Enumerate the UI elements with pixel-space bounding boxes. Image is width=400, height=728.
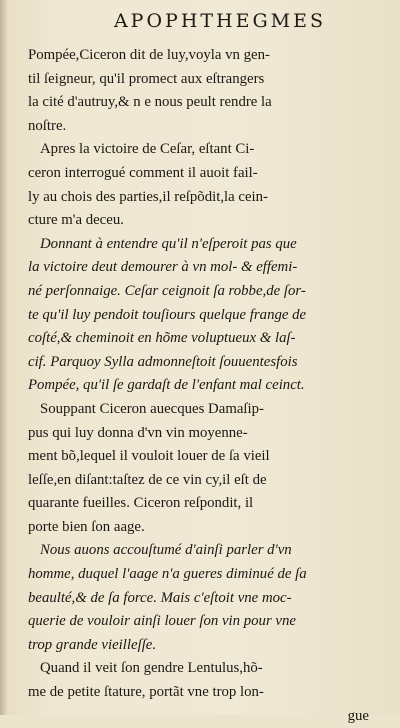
text-block [28,44,383,728]
commentary-line: coſté,& cheminoit en hõme voluptueux & laſ- [28,330,296,347]
text-line: me de petite ſtature, portãt vne trop lon- [28,684,264,701]
commentary-line: trop grande vieilleſſe. [28,636,157,653]
text-line: til ſeigneur, qu'il promect aux eſtrangers [28,70,265,87]
text-line: Souppant Ciceron auecques Damaſip- [40,400,264,417]
text-line: pus qui luy donna d'vn vin moyenne- [28,424,248,441]
commentary-line: la victoire deut demourer à vn mol- & effemi- [28,259,298,276]
commentary-line: Donnant à entendre qu'il n'eſperoit pas que [40,235,297,252]
text-line: leſſe,en diſant:taſtez de ce vin cy,il eſt de [28,471,267,488]
commentary-line: Pompée, qu'il ſe gardaſt de l'enfant mal ceinct. [28,377,305,394]
text-line: ceron interrogué comment il auoit fail- [28,164,258,181]
commentary-line: né perſonnaige. Ceſar ceignoit ſa robbe,de ſor- [28,282,306,299]
commentary-line: querie de vouloir ainſi louer ſon vin pour vne [28,613,296,630]
text-line: cture m'a deceu. [28,212,124,229]
text-line: la cité d'autruy,& n e nous peult rendre la [28,94,272,111]
commentary-line: Nous auons accouſtumé d'ainſi parler d'vn [40,542,292,559]
text-line: Apres la victoire de Ceſar, eſtant Ci- [40,141,255,158]
text-line: Pompée,Ciceron dit de luy,voyla vn gen- [28,47,270,63]
commentary-line: beaulté,& de ſa force. Mais c'eſtoit vne moc- [28,589,292,606]
binding-shadow [0,0,8,715]
text-line: quarante fueilles. Ciceron reſpondit, il [28,495,254,512]
text-line: ment bõ,lequel il vouloit louer de ſa vieil [28,448,270,465]
running-head: APOPHTHEGMES [113,10,327,32]
text-line: porte bien ſon aage. [28,518,145,535]
catchword: gue [347,707,369,724]
text-line: Quand il veit ſon gendre Lentulus,hõ- [40,660,263,677]
text-line: noſtre. [28,117,67,134]
commentary-line: te qu'il luy pendoit touſiours quelque frange de [28,306,307,323]
commentary-line: homme, duquel l'aage n'a gueres diminué de ſa [28,566,307,583]
commentary-line: cif. Parquoy Sylla admonneſtoit ſouuentesfois [28,353,298,370]
text-line: ly au chois des parties,il reſpõdit,la cein- [28,188,268,205]
